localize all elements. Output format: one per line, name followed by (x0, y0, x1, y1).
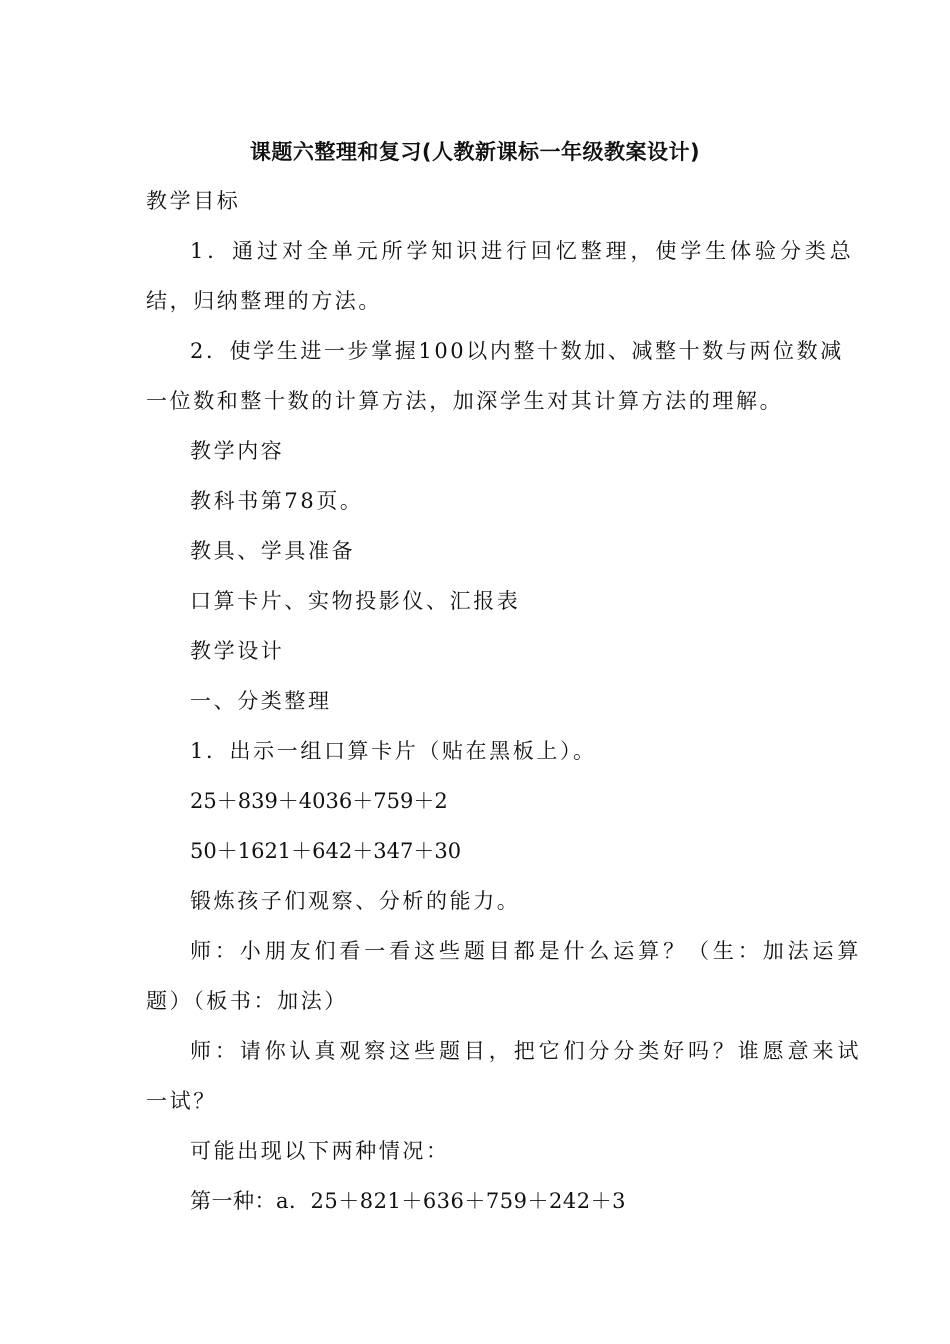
dialogue-2-line-2: 一试？ (146, 1089, 217, 1113)
goal-2-line-2: 一位数和整十数的计算方法，加深学生对其计算方法的理解。 (146, 389, 784, 413)
equation-row-1: 25＋839＋4036＋759＋2 (190, 789, 448, 813)
goal-1-line-1: 1．通过对全单元所学知识进行回忆整理，使学生体验分类总 (190, 239, 855, 263)
materials-list: 口算卡片、实物投影仪、汇报表 (190, 589, 521, 613)
textbook-page: 教科书第78页。 (190, 489, 364, 513)
document-title: 课题六整理和复习(人教新课标一年级教案设计) (249, 140, 701, 164)
goal-2-line-1: 2．使学生进一步掌握100以内整十数加、减整十数与两位数减 (190, 339, 844, 363)
dialogue-1-line-1: 师：小朋友们看一看这些题目都是什么运算？（生：加法运算 (190, 939, 863, 963)
heading-teaching-content: 教学内容 (190, 439, 285, 463)
case-1-equations: 第一种：a．25＋821＋636＋759＋242＋3 (190, 1189, 626, 1213)
equation-row-2: 50＋1621＋642＋347＋30 (190, 839, 462, 863)
note-ability: 锻炼孩子们观察、分析的能力。 (190, 889, 521, 913)
goal-1-line-2: 结，归纳整理的方法。 (146, 289, 382, 313)
heading-materials: 教具、学具准备 (190, 539, 356, 563)
possible-cases: 可能出现以下两种情况： (190, 1139, 450, 1163)
heading-teaching-goals: 教学目标 (146, 189, 241, 213)
dialogue-2-line-1: 师：请你认真观察这些题目，把它们分分类好吗？谁愿意来试 (190, 1039, 863, 1063)
dialogue-1-line-2: 题）（板书：加法） (146, 989, 348, 1013)
step-1: 1．出示一组口算卡片（贴在黑板上）。 (190, 739, 597, 763)
heading-teaching-design: 教学设计 (190, 639, 285, 663)
section-1-heading: 一、分类整理 (190, 689, 332, 713)
